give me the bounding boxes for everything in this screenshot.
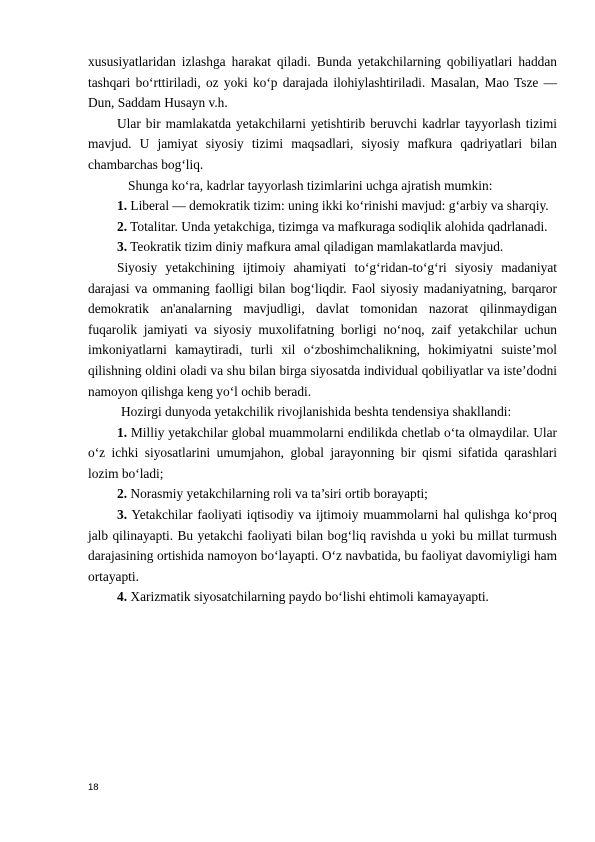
list-item-text: Xarizmatik siyosatchilarning paydo bo‘lishi ehtimoli kamayayapti.: [127, 589, 489, 605]
list-number: 1.: [117, 198, 128, 214]
paragraph: [88, 176, 557, 197]
list-item-text: Liberal — demokratik tizim: uning ikki ko‘rinishi mavjud: g‘arbiy va sharqiy.: [127, 198, 549, 214]
paragraph-text: Hozirgi dunyoda yetakchilik rivojlanishida beshta tendensiya shakllandi:: [121, 404, 512, 420]
list-item: [88, 423, 557, 485]
list-number: 1.: [117, 424, 128, 440]
list-item: [88, 587, 557, 608]
list-item-text: Yetakchilar faoliyati iqtisodiy va ijtimoiy muammolarni hal qulishga ko‘proq jalb qilinayapti. Bu yetakchi faoliyati bilan bog‘liq ravishda u yoki bu millat turmush darajasining ortishida namoyon bo‘layapti. O‘z navbatida, bu faoliyat davomiyligi ham ortayapti.: [88, 507, 557, 584]
list-item-text: Norasmiy yetakchilarning roli va ta’siri ortib borayapti;: [127, 486, 428, 502]
list-item: [88, 505, 557, 587]
list-number: 4.: [117, 589, 128, 605]
list-number: 3.: [117, 507, 128, 523]
paragraph-text: Ular bir mamlakatda yetakchilarni yetishtirib beruvchi kadrlar tayyorlash tizimi mavjud. U jamiyat siyosiy tizimi maqsadlari, siyosiy mafkura qadriyatlari bilan chambarchas bog‘liq.: [88, 115, 557, 172]
list-number: 3.: [117, 239, 128, 255]
document-page: [88, 52, 557, 608]
list-item: [88, 217, 557, 238]
paragraph-intro: [88, 52, 557, 114]
list-item-text: Totalitar. Unda yetakchiga, tizimga va mafkuraga sodiqlik alohida qadrlanadi.: [127, 218, 548, 234]
paragraph: [88, 402, 557, 423]
list-item: [88, 237, 557, 258]
list-item-text: Milliy yetakchilar global muammolarni endilikda chetlab o‘ta olmaydilar. Ular o‘z ichki siyosatlarini umumjahon, global jarayonning bir qismi sifatida qarashlari lozim bo‘ladi;: [88, 424, 557, 481]
list-number: 2.: [117, 486, 128, 502]
paragraph-text: xususiyatlaridan izlashga harakat qiladi. Bunda yetakchilarning qobiliyatlari haddan tashqari bo‘rttiriladi, oz yoki ko‘p darajada ilohiylashtiriladi. Masalan, Mao Tsze — Dun, Saddam Husayn v.h.: [88, 54, 557, 111]
list-number: 2.: [117, 218, 128, 234]
paragraph-text: Shunga ko‘ra, kadrlar tayyorlash tizimlarini uchga ajratish mumkin:: [128, 177, 493, 193]
paragraph: [88, 114, 557, 176]
paragraph-text: Siyosiy yetakchining ijtimoiy ahamiyati to‘g‘ridan-to‘g‘ri siyosiy madaniyat darajasi va ommaning faolligi bilan bog‘liqdir. Faol siyosiy madaniyatning, barqaror demokratik an'analarning mavjudligi, davlat tomonidan nazorat qilinmaydigan fuqarolik jamiyati va siyosiy muxolifatning borligi no‘noq, zaif yetakchilar uchun imkoniyatlarni kamaytiradi, turli xil o‘zboshimchalikning, hokimiyatni suiste’mol qilishning oldini oladi va shu bilan birga siyosatda individual qobiliyatlar va iste’dodni namoyon qilishga keng yo‘l ochib beradi.: [88, 259, 557, 399]
page-number: 18: [88, 782, 99, 793]
list-item-text: Teokratik tizim diniy mafkura amal qiladigan mamlakatlarda mavjud.: [127, 239, 504, 255]
paragraph: [88, 258, 557, 402]
list-item: [88, 484, 557, 505]
list-item: [88, 196, 557, 217]
